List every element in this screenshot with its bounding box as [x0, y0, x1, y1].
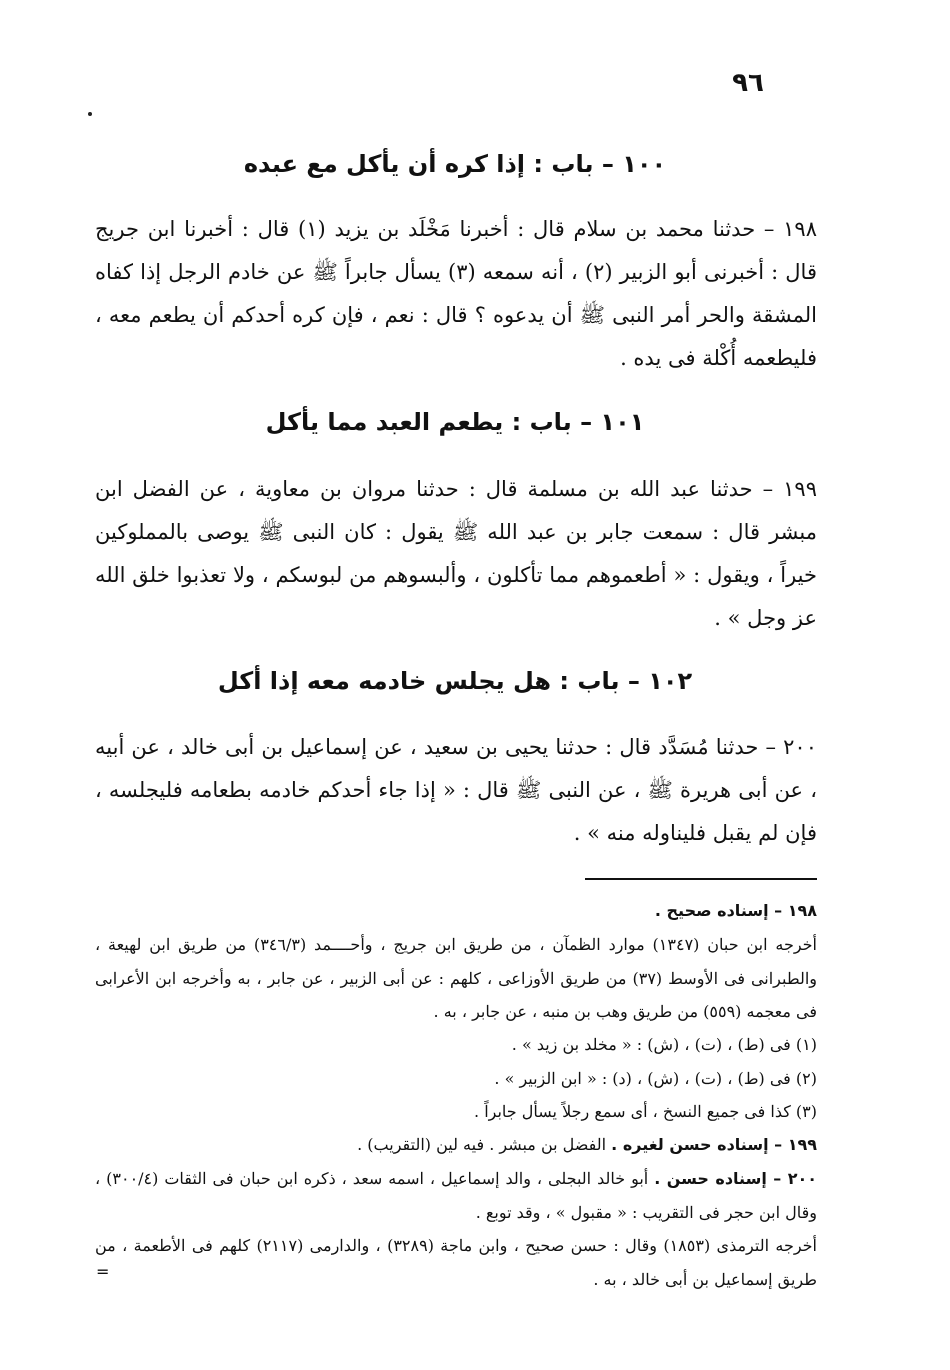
hadith-199-text: ١٩٩ – حدثنا عبد الله بن مسلمة قال : حدثنا مروان بن معاوية ، عن الفضل ابن مبشر قال : سمعت جابر بن عبد الله ﷺ يقول : كان النبى ﷺ يوصى بالمملوكين خيراً ، ويقول : « أطعموهم مما تأكلون ، وألبسوهم من لبوسكم ، ولا تعذبوا خلق الله عز وجل » .	[95, 477, 817, 630]
footnote-note-3: (٣) كذا فى جميع النسخ ، أى سمع رجلاً يسأل جابراً .	[474, 1102, 817, 1121]
hadith-200-text: ٢٠٠ – حدثنا مُسَدَّد قال : حدثنا يحيى بن سعيد ، عن إسماعيل بن أبى خالد ، عن أبيه ، عن أبى هريرة ﷺ ، عن النبى ﷺ قال : « إذا جاء أحدكم خادمه بطعامه فليجلسه ، فإن لم يقبل فليناوله منه » .	[95, 735, 817, 845]
continuation-mark: =	[96, 1262, 110, 1281]
footnote-200-extra: أخرجه الترمذى (١٨٥٣) وقال : حسن صحيح ، وابن ماجة (٣٢٨٩) ، والدارمى (٢١١٧) كلهم فى الأطعمة ، من طريق إسماعيل بن أبى خالد ، به .	[95, 1236, 818, 1289]
chapter-heading-101: ١٠١ – باب : يطعم العبد مما يأكل	[265, 408, 645, 436]
footnote-199	[95, 1128, 817, 1162]
footnote-198-body: أخرجه ابن حبان (١٣٤٧) موارد الظمآن ، من طريق ابن جريج ، وأحــــمد (٣٤٦/٣) من طريق ابن لهيعة ، والطبرانى فى الأوسط (٣٧) من طريق الأوزاعى ، كلهم : عن أبى الزبير ، عن جابر ، به وأخرجه ابن الأعرابى فى معجمه (٥٥٩) من طريق وهب بن منبه ، عن جابر ، به .	[95, 935, 818, 1021]
footnote-199-title: ١٩٩ – إسناده حسن لغيره .	[611, 1135, 817, 1154]
chapter-heading-100: ١٠٠ – باب : إذا كره أن يأكل مع عبده	[243, 150, 667, 178]
ink-speck	[88, 112, 92, 116]
footnote-199-body: الفضل بن مبشر . فيه لين (التقريب) .	[357, 1135, 607, 1154]
footnote-note-2: (٢) فى (ط) ، (ت) ، (ش) ، (د) : « ابن الزبير » .	[494, 1069, 817, 1088]
footnote-note-1: (١) فى (ط) ، (ت) ، (ش) : « مخلد بن زيد » .	[511, 1035, 817, 1054]
hadith-198-text: ١٩٨ – حدثنا محمد بن سلام قال : أخبرنا مَخْلَد بن يزيد (١) قال : أخبرنا ابن جريج قال : أخبرنى أبو الزبير (٢) ، أنه سمعه (٣) يسأل جابراً ﷺ عن خادم الرجل إذا كفاه المشقة والحر أمر النبى ﷺ أن يدعوه ؟ قال : نعم ، فإن كره أحدكم أن يطعم معه ، فليطعمه أُكْلة فى يده .	[95, 217, 817, 370]
page-number: ٩٦	[732, 68, 764, 98]
footnote-200-title: ٢٠٠ – إسناده حسن .	[654, 1169, 817, 1188]
footnote-200	[95, 1162, 817, 1229]
footnote-200-body: أبو خالد البجلى ، والد إسماعيل ، اسمه سعد ، ذكره ابن حبان فى الثقات (٣٠٠/٤) ، وقال ابن حجر فى التقريب : « مقبول » ، وقد توبع .	[95, 1169, 817, 1222]
chapter-heading-102: ١٠٢ – باب : هل يجلس خادمه معه إذا أكل	[217, 667, 693, 695]
footnote-198-title: ١٩٨ – إسناده صحيح .	[654, 901, 817, 920]
footnote-separator	[585, 878, 817, 880]
